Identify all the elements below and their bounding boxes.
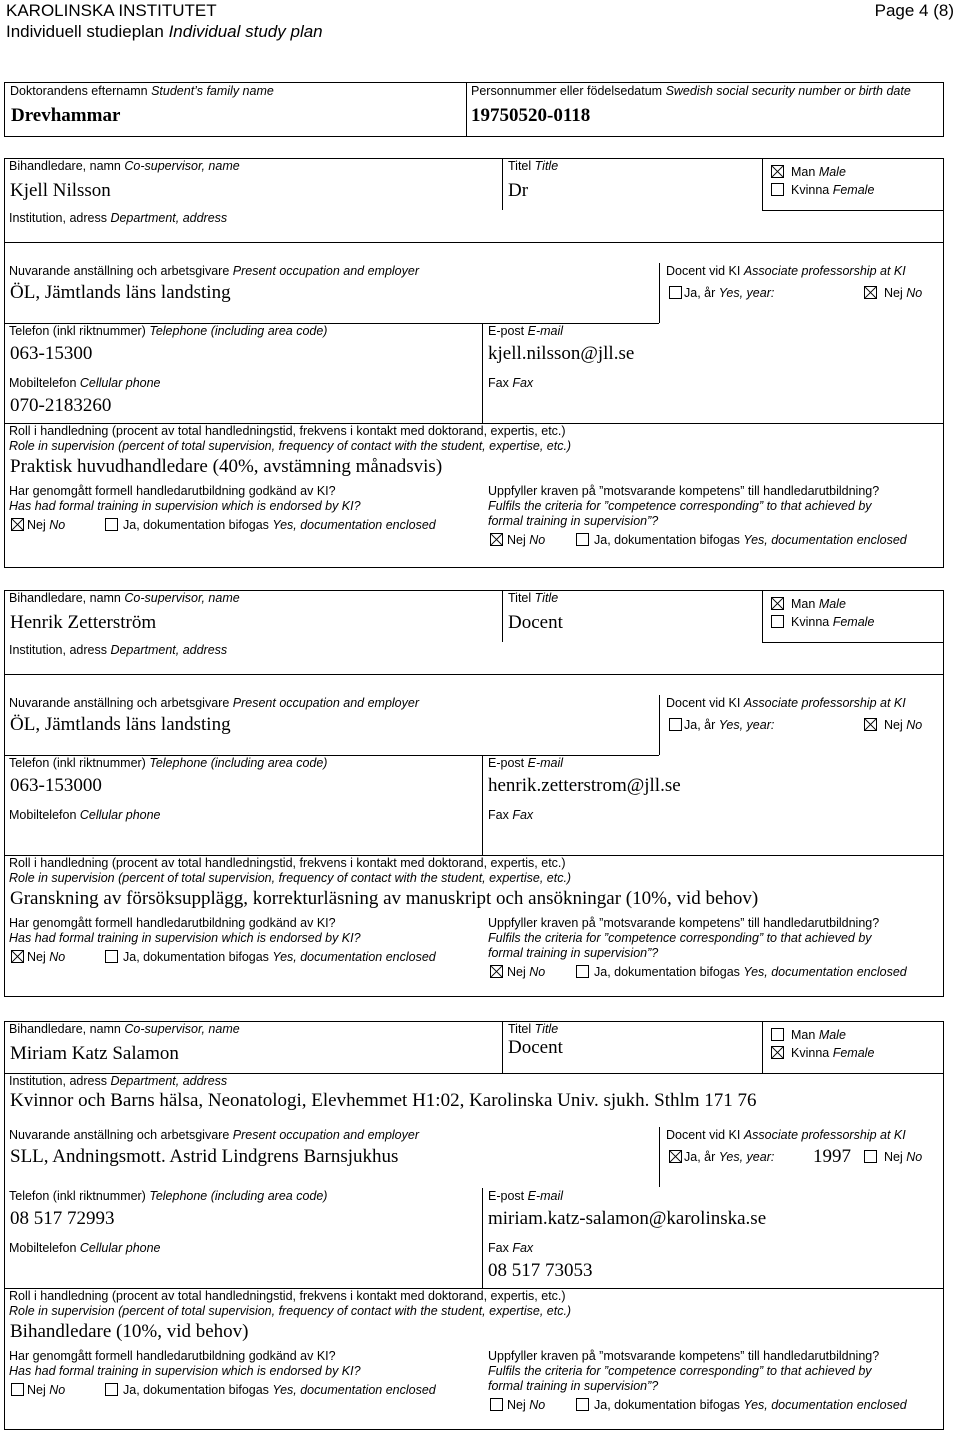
email-label: E-post E-mail <box>488 756 564 770</box>
docent-yes-checkbox[interactable] <box>669 1150 682 1163</box>
training-no-checkbox[interactable] <box>11 950 24 963</box>
criteria-no-checkbox[interactable] <box>490 533 503 546</box>
document-title <box>6 22 323 42</box>
occupation-field[interactable]: ÖL, Jämtlands läns landsting <box>10 714 231 735</box>
criteria-question-en-1: Fulfils the criteria for ”competence corresponding” to that achieved by <box>488 1364 872 1378</box>
criteria-question-en-2: formal training in supervision”? <box>488 946 659 960</box>
training-yes-checkbox[interactable] <box>105 518 118 531</box>
fax-label: Fax Fax <box>488 808 534 822</box>
divider-line <box>482 323 483 423</box>
role-label-sv: Roll i handledning (procent av total handledningstid, frekvens i kontakt med doktorand, expertis, etc.) <box>9 1289 566 1303</box>
criteria-yes-label: Ja, dokumentation bifogas Yes, documentation enclosed <box>594 533 907 547</box>
email-field[interactable]: henrik.zetterstrom@jll.se <box>488 775 681 796</box>
training-no-label: Nej No <box>27 518 66 532</box>
mobile-label: Mobiltelefon Cellular phone <box>9 376 161 390</box>
female-label: Kvinna Female <box>791 1046 875 1060</box>
training-question-sv: Har genomgått formell handledarutbildning godkänd av KI? <box>9 1349 336 1363</box>
phone-field[interactable]: 063-15300 <box>10 343 93 364</box>
male-checkbox[interactable] <box>771 165 784 178</box>
role-label-en: Role in supervision (percent of total supervision, frequency of contact with the student, expertise, etc.) <box>9 871 572 885</box>
female-checkbox[interactable] <box>771 1046 784 1059</box>
criteria-no-label: Nej No <box>507 1398 546 1412</box>
mobile-label: Mobiltelefon Cellular phone <box>9 1241 161 1255</box>
divider-line <box>762 642 944 643</box>
ssn-field[interactable]: 19750520-0118 <box>471 105 591 126</box>
role-field[interactable]: Praktisk huvudhandledare (40%, avstämning månadsvis) <box>10 456 443 477</box>
criteria-question-en-2: formal training in supervision”? <box>488 1379 659 1393</box>
occupation-label: Nuvarande anställning och arbetsgivare Present occupation and employer <box>9 1128 419 1142</box>
fax-label: Fax Fax <box>488 376 534 390</box>
page-number: Page 4 (8) <box>874 1 954 20</box>
title-field[interactable]: Dr <box>508 180 529 201</box>
training-no-label: Nej No <box>27 950 66 964</box>
criteria-question-en-1: Fulfils the criteria for ”competence corresponding” to that achieved by <box>488 931 872 945</box>
occupation-field[interactable]: SLL, Andningsmott. Astrid Lindgrens Barnsjukhus <box>10 1146 399 1167</box>
supervisor-1-content <box>4 158 944 568</box>
divider-line <box>482 755 483 855</box>
role-label-en: Role in supervision (percent of total supervision, frequency of contact with the student, expertise, etc.) <box>9 1304 572 1318</box>
male-label: Man Male <box>791 165 846 179</box>
docent-no-label: Nej No <box>884 718 923 732</box>
training-no-checkbox[interactable] <box>11 518 24 531</box>
phone-label: Telefon (inkl riktnummer) Telephone (including area code) <box>9 324 328 338</box>
title-label: Titel Title <box>508 591 559 605</box>
role-field[interactable]: Granskning av försöksupplägg, korrekturläsning av manuskript och ansökningar (10%, vid behov) <box>10 888 759 909</box>
divider-line <box>482 1188 483 1288</box>
divider-line <box>502 1021 503 1073</box>
docent-label: Docent vid KI Associate professorship at KI <box>666 1128 906 1142</box>
title-sv: Individuell studieplan <box>6 22 164 41</box>
male-checkbox[interactable] <box>771 1028 784 1041</box>
criteria-no-label: Nej No <box>507 533 546 547</box>
fax-field[interactable]: 08 517 73053 <box>488 1260 593 1281</box>
divider-line <box>762 590 763 642</box>
docent-yes-label: Ja, år Yes, year: <box>684 718 775 732</box>
divider-line <box>762 210 944 211</box>
role-label-sv: Roll i handledning (procent av total handledningstid, frekvens i kontakt med doktorand, expertis, etc.) <box>9 856 566 870</box>
training-yes-checkbox[interactable] <box>105 950 118 963</box>
training-yes-label: Ja, dokumentation bifogas Yes, documentation enclosed <box>123 950 436 964</box>
criteria-yes-label: Ja, dokumentation bifogas Yes, documentation enclosed <box>594 1398 907 1412</box>
fax-label: Fax Fax <box>488 1241 534 1255</box>
family-name-label: Doktorandens efternamn Student’s family name <box>10 84 274 98</box>
department-label: Institution, adress Department, address <box>9 211 228 225</box>
criteria-no-checkbox[interactable] <box>490 965 503 978</box>
docent-no-label: Nej No <box>884 286 923 300</box>
occupation-label: Nuvarande anställning och arbetsgivare Present occupation and employer <box>9 264 419 278</box>
criteria-question-sv: Uppfyller kraven på ”motsvarande kompetens” till handledarutbildning? <box>488 484 880 498</box>
training-question-en: Has had formal training in supervision which is endorsed by KI? <box>9 1364 361 1378</box>
criteria-yes-label: Ja, dokumentation bifogas Yes, documentation enclosed <box>594 965 907 979</box>
training-question-sv: Har genomgått formell handledarutbildning godkänd av KI? <box>9 916 336 930</box>
occupation-label: Nuvarande anställning och arbetsgivare Present occupation and employer <box>9 696 419 710</box>
email-label: E-post E-mail <box>488 1189 564 1203</box>
cosupervisor-name-label: Bihandledare, namn Co-supervisor, name <box>9 159 240 173</box>
cosupervisor-name-field[interactable]: Miriam Katz Salamon <box>10 1043 179 1064</box>
divider-line <box>4 674 944 675</box>
criteria-yes-checkbox[interactable] <box>576 965 589 978</box>
training-question-en: Has had formal training in supervision which is endorsed by KI? <box>9 499 361 513</box>
docent-label: Docent vid KI Associate professorship at KI <box>666 696 906 710</box>
email-field[interactable]: miriam.katz-salamon@karolinska.se <box>488 1208 767 1229</box>
role-label-sv: Roll i handledning (procent av total handledningstid, frekvens i kontakt med doktorand, expertis, etc.) <box>9 424 566 438</box>
training-question-sv: Har genomgått formell handledarutbildning godkänd av KI? <box>9 484 336 498</box>
supervisor-3-content <box>4 1021 944 1430</box>
cosupervisor-name-label: Bihandledare, namn Co-supervisor, name <box>9 1022 240 1036</box>
institution-name: KAROLINSKA INSTITUTET <box>6 1 217 20</box>
female-checkbox[interactable] <box>771 615 784 628</box>
docent-year-field[interactable]: 1997 <box>813 1146 851 1167</box>
mobile-field[interactable]: 070-2183260 <box>10 395 112 416</box>
criteria-question-en-1: Fulfils the criteria for ”competence corresponding” to that achieved by <box>488 499 872 513</box>
docent-no-checkbox[interactable] <box>864 718 877 731</box>
phone-field[interactable]: 063-153000 <box>10 775 102 796</box>
cosupervisor-name-label: Bihandledare, namn Co-supervisor, name <box>9 591 240 605</box>
female-checkbox[interactable] <box>771 183 784 196</box>
divider-line <box>659 695 660 755</box>
criteria-no-label: Nej No <box>507 965 546 979</box>
supervisor-2-content <box>4 590 944 997</box>
training-yes-checkbox[interactable] <box>105 1383 118 1396</box>
role-field[interactable]: Bihandledare (10%, vid behov) <box>10 1321 249 1342</box>
male-label: Man Male <box>791 597 846 611</box>
criteria-question-sv: Uppfyller kraven på ”motsvarande kompetens” till handledarutbildning? <box>488 1349 880 1363</box>
cosupervisor-name-field[interactable]: Henrik Zetterström <box>10 612 157 633</box>
docent-yes-checkbox[interactable] <box>669 718 682 731</box>
department-label: Institution, adress Department, address <box>9 1074 228 1088</box>
divider-line <box>502 158 503 210</box>
docent-no-checkbox[interactable] <box>864 1150 877 1163</box>
student-box <box>4 82 944 137</box>
phone-label: Telefon (inkl riktnummer) Telephone (including area code) <box>9 1189 328 1203</box>
docent-yes-label: Ja, år Yes, year: <box>684 286 775 300</box>
divider-line <box>762 1021 763 1073</box>
female-label: Kvinna Female <box>791 615 875 629</box>
training-yes-label: Ja, dokumentation bifogas Yes, documentation enclosed <box>123 518 436 532</box>
criteria-yes-checkbox[interactable] <box>576 1398 589 1411</box>
title-label: Titel Title <box>508 159 559 173</box>
department-label: Institution, adress Department, address <box>9 643 228 657</box>
female-label: Kvinna Female <box>791 183 875 197</box>
divider-line <box>502 590 503 642</box>
divider-line <box>659 263 660 323</box>
cosupervisor-name-field[interactable]: Kjell Nilsson <box>10 180 111 201</box>
mobile-label: Mobiltelefon Cellular phone <box>9 808 161 822</box>
docent-no-checkbox[interactable] <box>864 286 877 299</box>
training-yes-label: Ja, dokumentation bifogas Yes, documentation enclosed <box>123 1383 436 1397</box>
family-name-field[interactable]: Drevhammar <box>11 105 121 126</box>
phone-field[interactable]: 08 517 72993 <box>10 1208 115 1229</box>
role-label-en: Role in supervision (percent of total supervision, frequency of contact with the student, expertise, etc.) <box>9 439 572 453</box>
male-checkbox[interactable] <box>771 597 784 610</box>
divider-line <box>659 1127 660 1187</box>
title-field[interactable]: Docent <box>508 1037 563 1058</box>
ssn-label: Personnummer eller födelsedatum Swedish social security number or birth date <box>471 84 911 98</box>
criteria-question-en-2: formal training in supervision”? <box>488 514 659 528</box>
divider-line <box>762 158 763 210</box>
training-no-checkbox[interactable] <box>11 1383 24 1396</box>
phone-label: Telefon (inkl riktnummer) Telephone (including area code) <box>9 756 328 770</box>
training-no-label: Nej No <box>27 1383 66 1397</box>
email-field[interactable]: kjell.nilsson@jll.se <box>488 343 635 364</box>
training-question-en: Has had formal training in supervision which is endorsed by KI? <box>9 931 361 945</box>
title-en: Individual study plan <box>168 22 323 41</box>
docent-yes-label: Ja, år Yes, year: <box>684 1150 775 1164</box>
email-label: E-post E-mail <box>488 324 564 338</box>
title-field[interactable]: Docent <box>508 612 563 633</box>
docent-no-label: Nej No <box>884 1150 923 1164</box>
criteria-yes-checkbox[interactable] <box>576 533 589 546</box>
divider-line <box>4 242 944 243</box>
occupation-field[interactable]: ÖL, Jämtlands läns landsting <box>10 282 231 303</box>
docent-label: Docent vid KI Associate professorship at KI <box>666 264 906 278</box>
criteria-no-checkbox[interactable] <box>490 1398 503 1411</box>
docent-yes-checkbox[interactable] <box>669 286 682 299</box>
department-field[interactable]: Kvinnor och Barns hälsa, Neonatologi, Elevhemmet H1:02, Karolinska Univ. sjukh. Sthlm 171 76 <box>10 1090 757 1111</box>
criteria-question-sv: Uppfyller kraven på ”motsvarande kompetens” till handledarutbildning? <box>488 916 880 930</box>
title-label: Titel Title <box>508 1022 559 1036</box>
male-label: Man Male <box>791 1028 846 1042</box>
